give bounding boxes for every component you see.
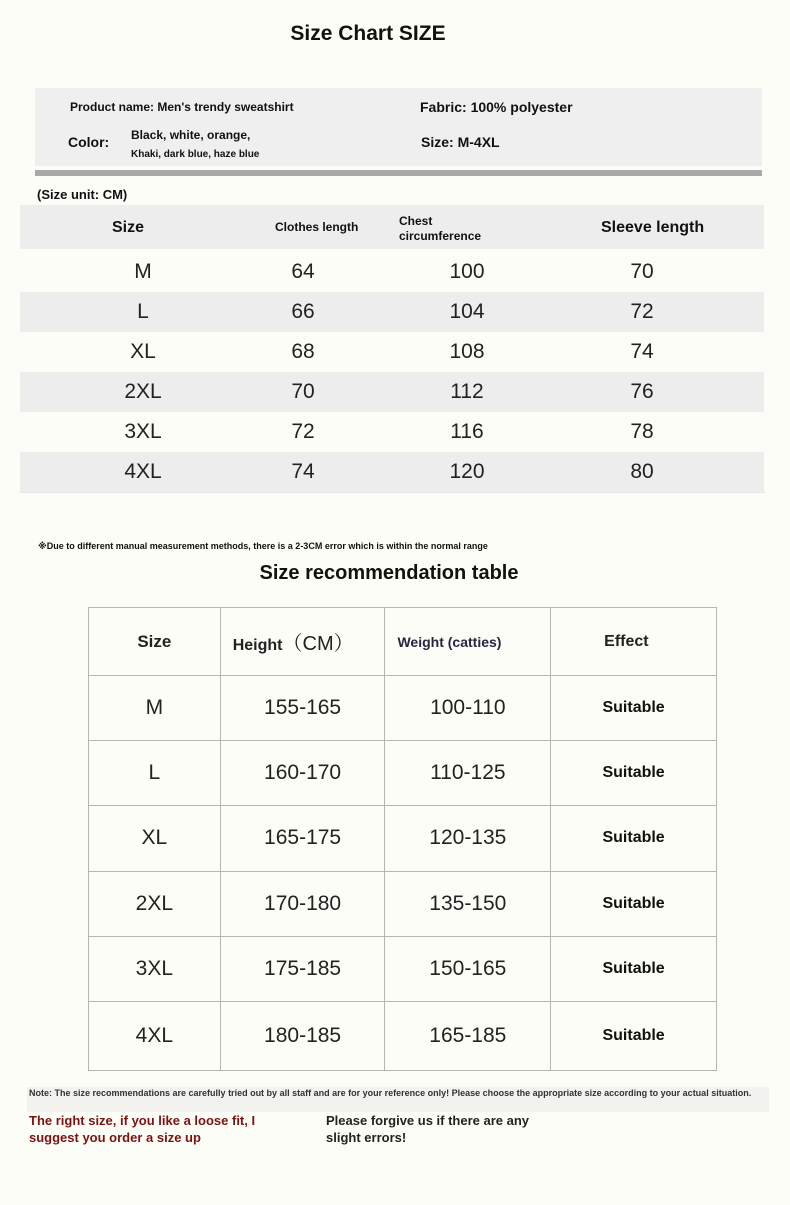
header-size: Size bbox=[112, 219, 145, 236]
rec-header-height-label: Height bbox=[232, 637, 283, 655]
rec-weight: 120-135 bbox=[385, 806, 551, 871]
apology-text: Please forgive us if there are any slight errors! bbox=[326, 1113, 530, 1145]
fabric-value: 100% polyester bbox=[470, 99, 573, 115]
row-clothes-length: 68 bbox=[291, 340, 315, 363]
rec-height: 180-185 bbox=[220, 1001, 385, 1070]
header-chest-line2: circumference bbox=[399, 229, 482, 243]
rec-effect: Suitable bbox=[551, 741, 717, 806]
size-chart-bottom-rule bbox=[20, 492, 766, 493]
recommendation-row bbox=[89, 806, 717, 871]
recommendation-row bbox=[89, 1001, 717, 1070]
size-chart-row bbox=[20, 412, 764, 452]
row-sleeve: 72 bbox=[630, 300, 654, 323]
info-divider bbox=[35, 170, 762, 176]
rec-height: 175-185 bbox=[220, 936, 385, 1001]
row-size: XL bbox=[130, 340, 156, 363]
fabric-line bbox=[420, 99, 573, 115]
row-chest: 100 bbox=[449, 260, 485, 283]
header-chest-line1: Chest bbox=[399, 214, 433, 228]
row-sleeve: 74 bbox=[630, 340, 654, 363]
rec-size: 3XL bbox=[89, 936, 221, 1001]
rec-header-size: Size bbox=[89, 608, 221, 676]
row-sleeve: 70 bbox=[630, 260, 654, 283]
header-clothes-length: Clothes length bbox=[275, 220, 359, 234]
rec-header-weight: Weight (catties) bbox=[385, 608, 551, 676]
product-name-label: Product name: bbox=[70, 100, 155, 114]
size-chart-row bbox=[20, 332, 764, 372]
row-size: M bbox=[134, 260, 152, 283]
row-clothes-length: 72 bbox=[291, 420, 315, 443]
size-chart-row bbox=[20, 292, 764, 332]
row-sleeve: 78 bbox=[630, 420, 654, 443]
rec-effect: Suitable bbox=[551, 676, 717, 741]
row-clothes-length: 70 bbox=[291, 380, 315, 403]
size-range-label: Size: bbox=[421, 134, 454, 150]
color-value-line2: Khaki, dark blue, haze blue bbox=[131, 149, 260, 160]
recommendation-table bbox=[88, 607, 717, 1071]
size-range-value: M-4XL bbox=[457, 134, 500, 150]
row-chest: 108 bbox=[449, 340, 485, 363]
rec-effect: Suitable bbox=[551, 806, 717, 871]
recommendation-row bbox=[89, 936, 717, 1001]
recommendation-title: Size recommendation table bbox=[259, 562, 519, 584]
size-chart-header bbox=[20, 205, 764, 249]
rec-size: 4XL bbox=[89, 1001, 221, 1070]
fabric-label: Fabric: bbox=[420, 99, 467, 115]
rec-effect: Suitable bbox=[551, 871, 717, 936]
color-label: Color: bbox=[68, 134, 110, 150]
product-name-line bbox=[70, 100, 294, 114]
row-size: 4XL bbox=[124, 460, 162, 483]
rec-header-height bbox=[220, 608, 385, 676]
row-clothes-length: 74 bbox=[291, 460, 315, 483]
row-chest: 112 bbox=[450, 380, 484, 403]
page-title: Size Chart SIZE bbox=[290, 22, 446, 45]
row-sleeve: 76 bbox=[630, 380, 654, 403]
rec-weight: 110-125 bbox=[385, 741, 551, 806]
recommendation-row bbox=[89, 741, 717, 806]
rec-height: 165-175 bbox=[220, 806, 385, 871]
rec-weight: 165-185 bbox=[385, 1001, 551, 1070]
row-sleeve: 80 bbox=[630, 460, 654, 483]
rec-effect: Suitable bbox=[551, 936, 717, 1001]
rec-height: 160-170 bbox=[220, 741, 385, 806]
row-chest: 120 bbox=[449, 460, 485, 483]
rec-height: 170-180 bbox=[220, 871, 385, 936]
recommendation-row bbox=[89, 871, 717, 936]
header-sleeve-length: Sleeve length bbox=[601, 219, 705, 236]
measurement-note: ※Due to different manual measurement methods, there is a 2-3CM error which is within the normal range bbox=[38, 541, 488, 551]
sizing-tip: The right size, if you like a loose fit, I suggest you order a size up bbox=[29, 1113, 256, 1145]
product-name-value: Men's trendy sweatshirt bbox=[157, 100, 294, 114]
rec-weight: 135-150 bbox=[385, 871, 551, 936]
row-clothes-length: 64 bbox=[291, 260, 315, 283]
rec-weight: 100-110 bbox=[385, 676, 551, 741]
size-chart-row bbox=[20, 452, 764, 492]
row-size: L bbox=[137, 300, 149, 323]
row-size: 3XL bbox=[124, 420, 162, 443]
recommendation-header-row bbox=[89, 608, 717, 676]
footer-note: Note: The size recommendations are carefully tried out by all staff and are for your reference only! Please choose the appropriate size according to your actual situation. bbox=[29, 1088, 752, 1098]
row-size: 2XL bbox=[124, 380, 162, 403]
rec-size: M bbox=[89, 676, 221, 741]
color-value-line1: Black, white, orange, bbox=[131, 128, 251, 142]
rec-height: 155-165 bbox=[220, 676, 385, 741]
size-range-line bbox=[421, 134, 500, 150]
recommendation-row bbox=[89, 676, 717, 741]
rec-size: XL bbox=[89, 806, 221, 871]
rec-header-effect: Effect bbox=[551, 608, 717, 676]
rec-header-height-unit: （CM） bbox=[282, 633, 354, 656]
size-chart-row bbox=[20, 252, 764, 292]
row-chest: 104 bbox=[449, 300, 485, 323]
rec-effect: Suitable bbox=[551, 1001, 717, 1070]
rec-size: 2XL bbox=[89, 871, 221, 936]
size-chart-row bbox=[20, 372, 764, 412]
rec-weight: 150-165 bbox=[385, 936, 551, 1001]
size-unit-label: (Size unit: CM) bbox=[37, 187, 128, 202]
row-clothes-length: 66 bbox=[291, 300, 315, 323]
rec-size: L bbox=[89, 741, 221, 806]
row-chest: 116 bbox=[450, 420, 484, 443]
